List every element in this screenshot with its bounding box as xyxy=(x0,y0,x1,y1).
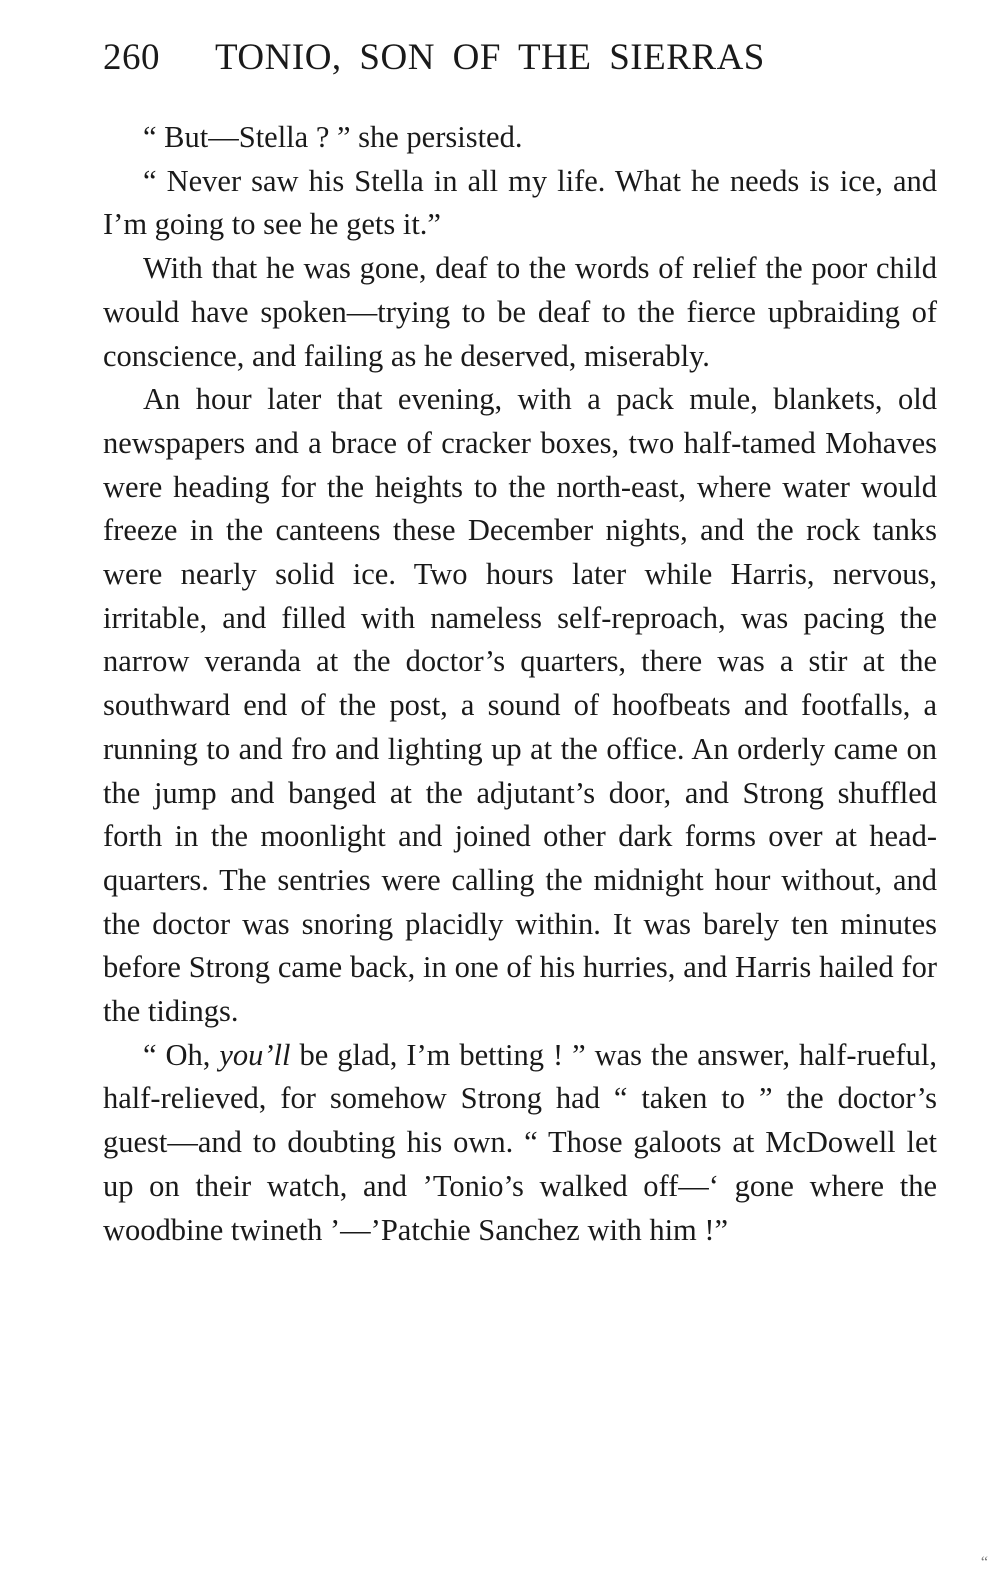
body-text xyxy=(103,116,937,1252)
page-header xyxy=(103,36,934,86)
catchword-mark: “ xyxy=(980,1554,988,1571)
dialogue-text: be glad, I’m betting ! ” was the answer, half-rueful, half-relieved, for somehow Strong had “ taken to ” the doctor’s guest—and to doubting his own. “ Those galoots at McDowell let up on their watch, and ’Tonio’s walked off—‘ gone where the woodbine twineth ’—’Patchie Sanchez with him !” xyxy=(103,1037,937,1247)
paragraph xyxy=(103,1034,937,1253)
page-number: 260 xyxy=(103,37,160,78)
paragraph: “ But—Stella ? ” she persisted. xyxy=(143,120,523,154)
emphasized-word: you’ll xyxy=(219,1037,291,1072)
dialogue-text: “ Oh, xyxy=(143,1037,220,1072)
running-title: TONIO, SON OF THE SIERRAS xyxy=(215,37,765,78)
paragraph: An hour later that evening, with a pack mule, blankets, old newspapers and a brace of cracker boxes, two half-tamed Mohaves were heading for the heights to the north-east, where water would freeze in the canteens these December nights, and the rock tanks were nearly solid ice. Two hours later while Harris, nervous, irritable, and filled with nameless self-reproach, was pacing the narrow veranda at the doctor’s quarters, there was a stir at the southward end of the post, a sound of hoofbeats and footfalls, a running to and fro and lighting up at the office. An orderly came on the jump and banged at the adjutant’s door, and Strong shuffled forth in the moonlight and joined other dark forms over at head-quarters. The sentries were calling the midnight hour without, and the doctor was snoring placidly within. It was barely ten minutes before Strong came back, in one of his hurries, and Harris hailed for the tidings. xyxy=(103,382,937,1029)
paragraph: With that he was gone, deaf to the words of relief the poor child would have spoken—trying to be deaf to the fierce upbraiding of conscience, and failing as he deserved, miserably. xyxy=(103,251,937,373)
paragraph: “ Never saw his Stella in all my life. What he needs is ice, and I’m going to see he gets it.” xyxy=(103,163,937,242)
